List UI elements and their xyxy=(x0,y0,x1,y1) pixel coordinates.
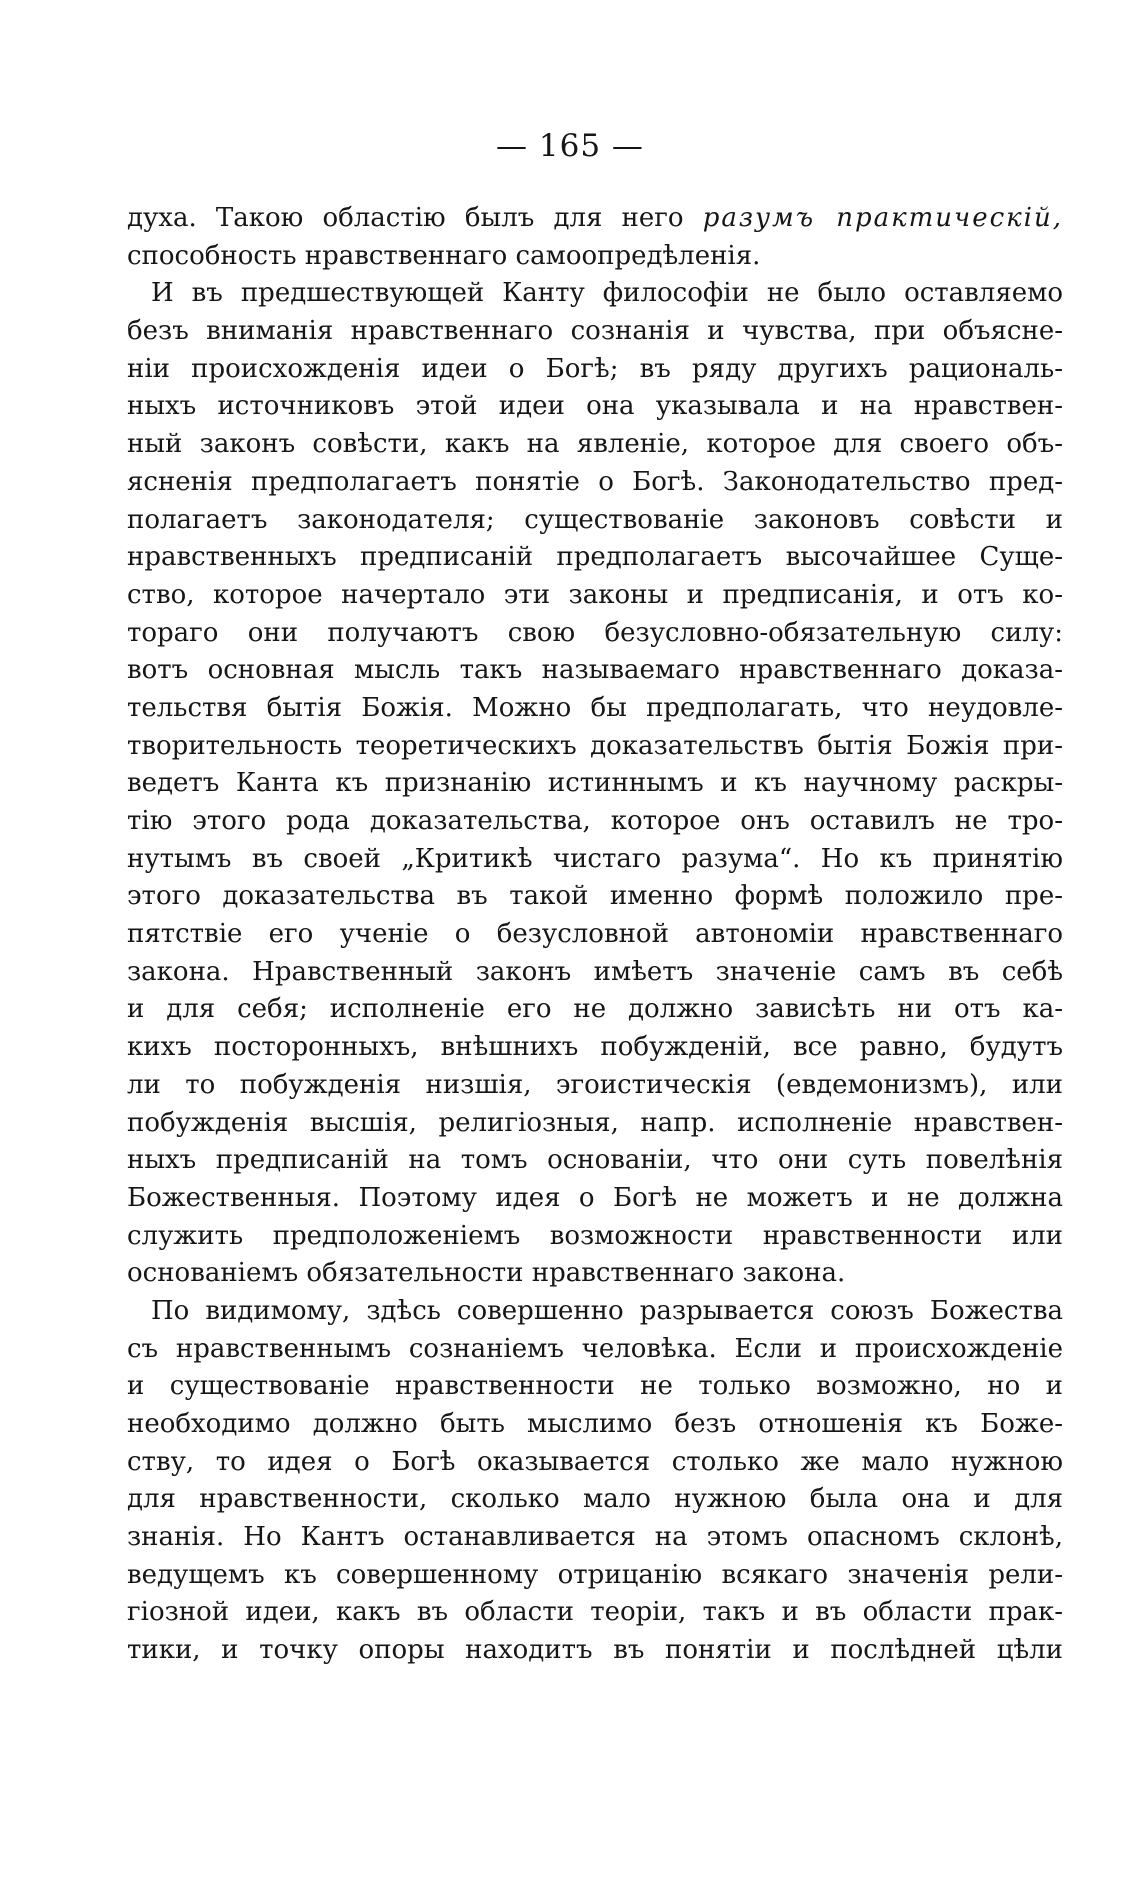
text-line: пятствіе его ученіе о безусловной автономіи нравственнаго xyxy=(127,919,1063,950)
text-line: ніи происхожденія идеи о Богѣ; въ ряду другихъ рациональ- xyxy=(127,353,1063,384)
text-line: гіозной идеи, какъ въ области теоріи, такъ и въ области прак- xyxy=(127,1597,1063,1628)
text-line: этого доказательства въ такой именно формѣ положило пре- xyxy=(127,881,1063,912)
text-line: тики, и точку опоры находитъ въ понятіи и послѣдней цѣли xyxy=(127,1635,1063,1666)
text-line: служить предположеніемъ возможности нравственности или xyxy=(127,1220,1063,1251)
paragraph-start: И въ предшествующей Канту философіи не было оставляемо xyxy=(151,278,1063,309)
text-line: ный законъ совѣсти, какъ на явленіе, которое для своего объ- xyxy=(127,429,1063,460)
text-line: для нравственности, сколько мало нужною была она и для xyxy=(127,1484,1063,1515)
text-line: кихъ посторонныхъ, внѣшнихъ побужденій, все равно, будутъ xyxy=(127,1032,1063,1063)
text-line: Божественныя. Поэтому идея о Богѣ не можетъ и не должна xyxy=(127,1182,1063,1213)
text-line: ли то побужденія низшія, эгоистическія (евдемонизмъ), или xyxy=(127,1069,1063,1100)
text-line: и для себя; исполненіе его не должно зависѣть ни отъ ка- xyxy=(127,994,1063,1025)
text-line: съ нравственнымъ сознаніемъ человѣка. Если и происхожденіе xyxy=(127,1333,1063,1364)
page-number: — 165 — xyxy=(496,128,644,164)
text-line: побужденія высшія, религіозныя, напр. исполненіе нравствен- xyxy=(127,1107,1063,1138)
text-line: ству, то идея о Богѣ оказывается столько же мало нужною xyxy=(127,1446,1063,1477)
text-line: вотъ основная мысль такъ называемаго нравственнаго доказа- xyxy=(127,655,1063,686)
text-line: закона. Нравственный законъ имѣетъ значеніе самъ въ себѣ xyxy=(127,956,1063,987)
text-line: необходимо должно быть мыслимо безъ отношенія къ Боже- xyxy=(127,1409,1063,1439)
text-line xyxy=(127,200,1063,238)
text-line-start: духа. Такою областію былъ для него xyxy=(127,203,684,233)
text-line: ведущемъ къ совершенному отрицанію всякаго значенія рели- xyxy=(127,1559,1063,1590)
paragraph-start: По видимому, здѣсь совершенно разрывается союзъ Божества xyxy=(151,1295,1063,1326)
text-line: нравственныхъ предписаній предполагаетъ высочайшее Суще- xyxy=(127,542,1063,573)
text-line: творительность теоретическихъ доказательствъ бытія Божія при- xyxy=(127,730,1063,761)
text-line: ныхъ предписаній на томъ основаніи, что они суть повелѣнія xyxy=(127,1145,1063,1176)
text-line: знанія. Но Кантъ останавливается на этомъ опасномъ склонѣ, xyxy=(127,1522,1063,1553)
text-line: тельствя бытія Божія. Можно бы предполагать, что неудовле- xyxy=(127,692,1063,723)
body-text xyxy=(127,200,1063,1670)
text-line: безъ вниманія нравственнаго сознанія и чувства, при объясне- xyxy=(127,316,1063,347)
text-line: способность нравственнаго самоопредѣленія. xyxy=(127,240,761,271)
text-line: ведетъ Канта къ признанію истиннымъ и къ научному раскры- xyxy=(127,768,1063,799)
text-line: тію этого рода доказательства, которое онъ оставилъ не тро- xyxy=(127,806,1063,836)
text-line: основаніемъ обязательности нравственнаго закона. xyxy=(127,1258,846,1289)
text-line: ясненія предполагаетъ понятіе о Богѣ. Законодательство пред- xyxy=(127,466,1063,497)
text-line: ство, которое начертало эти законы и предписанія, и отъ ко- xyxy=(127,579,1063,610)
emphasized-term: разумъ практическій, xyxy=(702,203,1063,233)
text-line: и существованіе нравственности не только возможно, но и xyxy=(127,1371,1063,1402)
text-line: нутымъ въ своей „Критикѣ чистаго разума“. Но къ принятію xyxy=(127,843,1063,874)
text-line: тораго они получаютъ свою безусловно-обязательную силу: xyxy=(127,617,1063,648)
text-line: полагаетъ законодателя; существованіе законовъ совѣсти и xyxy=(127,504,1063,535)
text-line: ныхъ источниковъ этой идеи она указывала и на нравствен- xyxy=(127,391,1063,422)
